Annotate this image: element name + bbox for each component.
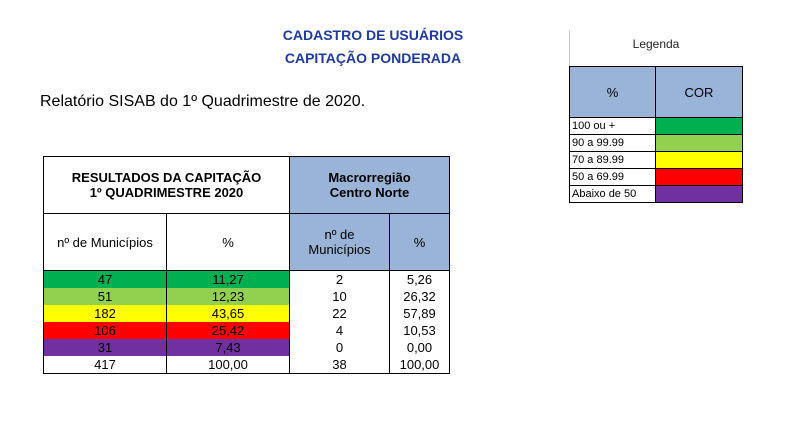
table-row [44,305,450,322]
legend-color-swatch [656,118,743,135]
legend-item-label: 100 ou + [570,118,656,135]
col-header-region-pct: % [390,214,450,271]
cell-pct: 11,27 [167,271,290,289]
table-row [44,356,450,374]
cell-region-municipios: 10 [290,288,390,305]
results-header: RESULTADOS DA CAPITAÇÃO 1º QUADRIMESTRE 2020 [44,157,290,214]
cell-municipios: 417 [44,356,167,374]
cell-municipios: 47 [44,271,167,289]
col-header-region-municipios: nº de Municípios [290,214,390,271]
legend-item-label: 90 a 99.99 [570,135,656,152]
cell-municipios: 31 [44,339,167,356]
cell-municipios: 182 [44,305,167,322]
cell-pct: 100,00 [167,356,290,374]
cell-pct: 12,23 [167,288,290,305]
cell-region-pct: 10,53 [390,322,450,339]
legend-title: Legenda [569,30,742,66]
page-title-line2: CAPITAÇÃO PONDERADA [284,50,462,66]
legend-col-cor: COR [656,67,743,118]
legend-item [570,169,743,186]
report-title: Relatório SISAB do 1º Quadrimestre de 2020. [40,93,366,110]
cell-pct: 7,43 [167,339,290,356]
region-header: Macrorregião Centro Norte [290,157,450,214]
table-row [44,322,450,339]
cell-region-pct: 0,00 [390,339,450,356]
legend-item-label: Abaixo de 50 [570,186,656,203]
cell-region-pct: 26,32 [390,288,450,305]
legend-item [570,135,743,152]
results-table [43,156,450,374]
legend-item-label: 70 a 89.99 [570,152,656,169]
legend-col-pct: % [570,67,656,118]
col-header-municipios: nº de Municípios [44,214,167,271]
cell-region-municipios: 0 [290,339,390,356]
cell-region-pct: 57,89 [390,305,450,322]
col-header-pct: % [167,214,290,271]
page-title-line1: CADASTRO DE USUÁRIOS [282,27,464,43]
legend-color-swatch [656,152,743,169]
legend-item [570,186,743,203]
legend-item-label: 50 a 69.99 [570,169,656,186]
cell-region-municipios: 4 [290,322,390,339]
cell-pct: 25,42 [167,322,290,339]
table-row [44,271,450,289]
table-row [44,288,450,305]
legend-table [569,66,743,203]
cell-region-pct: 5,26 [390,271,450,289]
legend-item [570,152,743,169]
legend-color-swatch [656,135,743,152]
cell-region-municipios: 2 [290,271,390,289]
legend-color-swatch [656,186,743,203]
cell-pct: 43,65 [167,305,290,322]
cell-region-municipios: 38 [290,356,390,374]
cell-region-municipios: 22 [290,305,390,322]
legend-color-swatch [656,169,743,186]
table-row [44,339,450,356]
cell-municipios: 51 [44,288,167,305]
table-body [44,271,450,374]
cell-municipios: 106 [44,322,167,339]
cell-region-pct: 100,00 [390,356,450,374]
legend-item [570,118,743,135]
legend [569,30,742,203]
